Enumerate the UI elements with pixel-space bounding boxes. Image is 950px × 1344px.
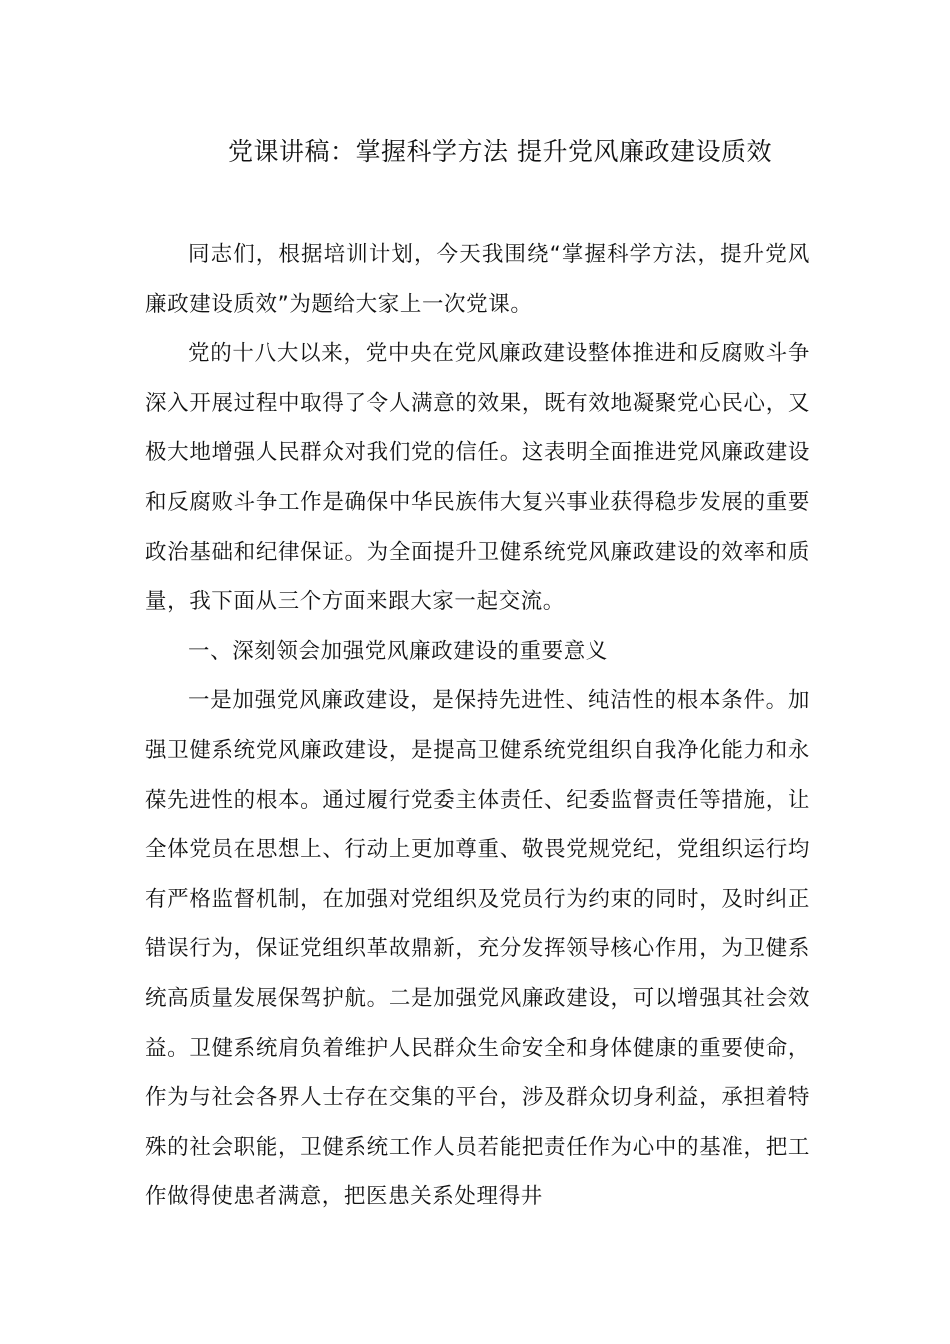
section-heading-1: 一、深刻领会加强党风廉政建设的重要意义: [188, 638, 608, 664]
document-title: 党课讲稿：掌握科学方法 提升党风廉政建设质效: [228, 137, 772, 166]
paragraph-section-1: 一是加强党风廉政建设，是保持先进性、纯洁性的根本条件。加强卫健系统党风廉政建设，是提高卫健系统党组织自我净化能力和永葆先进性的根本。通过履行党委主体责任、纪委监督责任等措施，让全体党员在思想上、行动上更加尊重、敬畏党规党纪，党组织运行均有严格监督机制，在加强对党组织及党员行为约束的同时，及时纠正错误行为，保证党组织革故鼎新，充分发挥领导核心作用，为卫健系统高质量发展保驾护航。二是加强党风廉政建设，可以增强其社会效益。卫健系统肩负着维护人民群众生命安全和身体健康的重要使命，作为与社会各界人士存在交集的平台，涉及群众切身利益，承担着特殊的社会职能，卫健系统工作人员若能把责任作为心中的基准，把工作做得使患者满意，把医患关系处理得井: [145, 688, 810, 1210]
paragraph-background: 党的十八大以来，党中央在党风廉政建设整体推进和反腐败斗争深入开展过程中取得了令人满意的效果，既有效地凝聚党心民心，又极大地增强人民群众对我们党的信任。这表明全面推进党风廉政建设和反腐败斗争工作是确保中华民族伟大复兴事业获得稳步发展的重要政治基础和纪律保证。为全面提升卫健系统党风廉政建设的效率和质量，我下面从三个方面来跟大家一起交流。: [145, 341, 810, 615]
document-body: [145, 230, 810, 1222]
paragraph-intro: 同志们，根据培训计划，今天我围绕“掌握科学方法，提升党风廉政建设质效”为题给大家上一次党课。: [145, 242, 810, 317]
